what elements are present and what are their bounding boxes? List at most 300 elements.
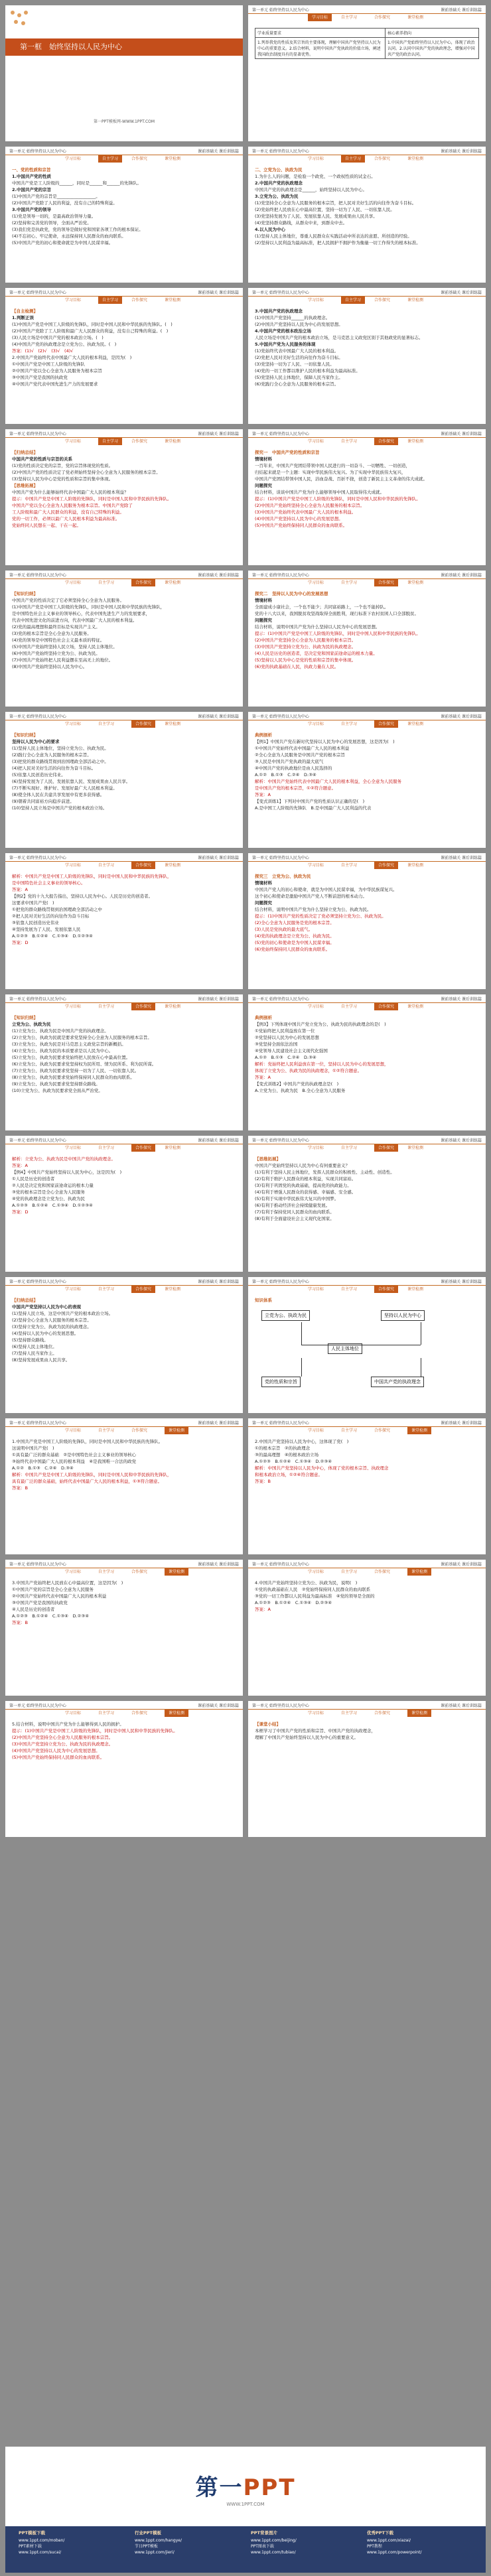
title-band [5, 38, 243, 56]
slide-body [12, 1297, 236, 1409]
slide-tabs [5, 438, 243, 445]
tab-2[interactable]: 自主学习 [98, 1146, 115, 1150]
tab-1[interactable]: 学习目标 [308, 1570, 324, 1574]
header-right: 课前基础关 课后训练篇 [198, 149, 239, 154]
slide-6 [248, 288, 486, 424]
section-heading: 【知识归纳】 [12, 591, 38, 596]
text-line: (6)有利于推动经济社会持续健康发展。 [255, 1203, 330, 1208]
text-line: (5)中国共产党始终坚持人民立场，坚持人民主体地位。 [12, 644, 117, 649]
text-line: 一百年来，中国共产党团结带领中国人民进行的一切奋斗、一切牺牲、一切创造， [255, 463, 410, 468]
slide-body [12, 732, 236, 844]
tab-4[interactable]: 课堂检测 [165, 1427, 188, 1434]
text-line: 全面建成小康社会，一个也不能少；共同富裕路上，一个也不能掉队。 [255, 604, 389, 610]
tab-1[interactable]: 学习目标 [308, 722, 324, 726]
slide-25 [5, 1701, 243, 1837]
text-line: (2)有利于维护人民群众的根本利益，实现共同富裕。 [255, 1176, 356, 1182]
link-text[interactable]: PPT图表下载 [251, 2544, 274, 2549]
tab-2[interactable]: 自主学习 [341, 1428, 358, 1433]
slide-body [255, 1156, 479, 1268]
answer-line: 答案：(1)√ (2)√ (3)√ (4)√ [12, 348, 74, 354]
tab-1[interactable]: 学习目标 [65, 1146, 82, 1150]
tab-3[interactable]: 合作探究 [374, 15, 391, 20]
link-text[interactable]: www.1ppt.com/sucai/ [19, 2550, 62, 2555]
header-right: 课前基础关 课后训练篇 [198, 997, 239, 1002]
link-text[interactable]: www.1ppt.com/jieri/ [135, 2550, 175, 2555]
header-left: 第一单元 始终坚持以人民为中心 [9, 856, 66, 860]
link-text[interactable]: www.1ppt.com/tubiao/ [251, 2550, 296, 2555]
slide-tabs [5, 297, 243, 304]
answer-line: 答案：A [255, 1607, 271, 1612]
tab-3[interactable]: 合作探究 [131, 579, 155, 586]
answer-line: (5)中国共产党始终保持同人民群众的血肉联系。 [255, 523, 348, 528]
tab-3[interactable]: 合作探究 [131, 1003, 155, 1010]
text-line: ③人民是中国共产党执政的最大底气 [255, 759, 324, 764]
text-line: 中国共产党的执政理念是______，始终坚持以人民为中心。 [255, 187, 367, 192]
text-line: (1)有利于坚持人民主体地位，发挥人民群众的积极性、主动性、创造性。 [255, 1170, 395, 1175]
text-line: 本框学习了中国共产党的性质和宗旨、中国共产党的执政理念， [255, 1728, 376, 1733]
tab-3[interactable]: 合作探究 [131, 1144, 155, 1152]
slide-header [248, 288, 486, 297]
text-line: (3)把党的群众路线贯彻到治国理政全部活动之中。 [12, 759, 109, 764]
answer-line: (3)中国共产党坚持立党为公、执政为民的执政理念。 [255, 644, 356, 649]
tab-4[interactable]: 课堂检测 [165, 439, 181, 444]
tab-4[interactable]: 课堂检测 [407, 298, 424, 303]
tab-4[interactable]: 课堂检测 [165, 580, 181, 585]
tab-4[interactable]: 课堂检测 [407, 1710, 431, 1717]
decor-dot-icon [17, 13, 21, 17]
diagram-connector [301, 1322, 302, 1345]
link-title[interactable]: 行业PPT模板 [135, 2530, 161, 2536]
logo-subtitle: WWW.1PPT.COM [226, 2502, 265, 2507]
slide-body [12, 167, 236, 279]
text-line: (1)党是领导一切的，是最高政治领导力量。 [12, 214, 96, 219]
text-line: (9)立党为公、执政为民要求党坚持群众路线。 [12, 1081, 100, 1087]
title-slide [5, 5, 243, 141]
text-line: (7)有利于保持党同人民群众的血肉联系。 [255, 1209, 334, 1215]
answer-line: 提示：中国共产党是中国工人阶级的先锋队，同时是中国人民和中华民族的先锋队。 [12, 496, 172, 502]
concept-diagram [255, 1304, 479, 1403]
answer-line: (2)中国共产党坚持全心全意为人民服务的根本宗旨。 [255, 638, 356, 643]
tab-3[interactable]: 合作探究 [131, 1286, 155, 1293]
tab-3[interactable]: 合作探究 [374, 1570, 391, 1574]
header-left: 第一单元 始终坚持以人民为中心 [252, 1138, 309, 1143]
text-line: (3)我们党是执政党，党的领导是做好党和国家各项工作的根本保证。 [12, 227, 143, 232]
answer-line: 答案：A [12, 1163, 28, 1168]
slide-tabs [5, 1568, 243, 1576]
slide-body [12, 1580, 236, 1692]
text-line: ③党坚持全面依法治国 [255, 1042, 298, 1047]
tab-2[interactable]: 自主学习 [341, 439, 358, 444]
tab-3[interactable]: 合作探究 [374, 438, 398, 445]
tab-1[interactable]: 学习目标 [65, 1004, 82, 1009]
text-line: 这个初心和使命是激励中国共产党人不断前进的根本动力。 [255, 894, 367, 899]
tab-3[interactable]: 合作探究 [131, 720, 155, 728]
slide-body [255, 732, 479, 844]
text-line: 3.中国共产党始终把人民放在心中最高位置，这是因为( ) [12, 1580, 123, 1586]
text-line: ①中国共产党的宗旨是全心全意为人民服务 [12, 1587, 94, 1592]
header-left: 第一单元 始终坚持以人民为中心 [252, 1421, 309, 1426]
diagram-box-top-right: 坚持以人民为中心 [381, 1310, 425, 1321]
tab-2[interactable]: 自主学习 [341, 155, 365, 163]
answer-line: (3)中国共产党始终代表中国最广大人民的根本利益。 [255, 509, 356, 515]
tab-3[interactable]: 合作探究 [131, 439, 148, 444]
text-line: (2)党把人民对美好生活的向往作为奋斗目标。 [255, 355, 343, 360]
link-text[interactable]: www.1ppt.com/hangye/ [135, 2538, 182, 2543]
text-line: 3.中国共产党的执政理念 [255, 308, 303, 314]
header-right: 课前基础关 课后训练篇 [198, 1421, 239, 1426]
tab-1[interactable]: 学习目标 [308, 1711, 324, 1716]
tab-2[interactable]: 自主学习 [98, 1711, 115, 1716]
tab-2[interactable]: 自主学习 [341, 1570, 358, 1574]
text-line: 1.中国共产党的性质 [12, 174, 51, 179]
slide-header [248, 1277, 486, 1286]
tab-2[interactable]: 自主学习 [98, 722, 115, 726]
link-title[interactable]: PPT模板下载 [19, 2530, 45, 2536]
text-line: ①中国共产党是中国工人阶级的先锋队 [12, 362, 85, 367]
tab-1[interactable]: 学习目标 [308, 1428, 324, 1433]
text-line: A.①② B.①③ C.②④ D.③④ [12, 1465, 74, 1471]
tab-1[interactable]: 学习目标 [65, 722, 82, 726]
tab-1[interactable]: 学习目标 [65, 298, 82, 303]
text-line: (3)党坚持一切为了人民、一切依靠人民。 [255, 362, 334, 367]
slide-body [255, 590, 479, 703]
link-text[interactable]: 节日PPT模板 [135, 2544, 158, 2549]
text-line: 【例4】中国共产党始终坚持以人民为中心，这是因为( ) [12, 1170, 122, 1175]
tab-3[interactable]: 合作探究 [374, 1003, 398, 1010]
tab-1[interactable]: 学习目标 [308, 1287, 324, 1292]
answer-line: (4)中国共产党坚持以人民为中心的发展思想。 [12, 1748, 100, 1753]
tab-1[interactable]: 学习目标 [308, 1146, 324, 1150]
link-text[interactable]: www.1ppt.com/moban/ [19, 2538, 65, 2543]
link-title[interactable]: 优秀PPT下载 [367, 2530, 393, 2536]
slide-tabs [248, 579, 486, 586]
diagram-caption: 知识体系 [255, 1298, 272, 1303]
tab-2[interactable]: 自主学习 [341, 722, 358, 726]
tab-3[interactable]: 合作探究 [374, 1428, 391, 1433]
tab-2[interactable]: 自主学习 [341, 863, 358, 868]
slide-header [5, 429, 243, 438]
answer-line: 解析：中国共产党始终代表中国最广大人民的根本利益，全心全意为人民服务 [255, 779, 401, 784]
slide-body [255, 449, 479, 561]
link-text[interactable]: www.1ppt.com/xiazai/ [367, 2538, 411, 2543]
text-line: (1)中国共产党的宗旨是__________________。 [12, 194, 100, 199]
text-line: 中国共产党的性质决定了它必须坚持全心全意为人民服务。 [12, 598, 124, 603]
slide-tabs [5, 1003, 243, 1010]
slide-3 [5, 147, 243, 283]
tab-2[interactable]: 自主学习 [341, 1287, 358, 1292]
text-line: (1)党始终代表中国最广大人民的根本利益。 [255, 348, 339, 354]
text-line: 中国共产党团结带领中国人民，浴血奋战、百折不挠，创造了新民主主义革命的伟大成就。 [255, 476, 427, 482]
page-title: 第一框 始终坚持以人民为中心 [20, 42, 122, 51]
text-line: 立党为公、执政为民 [12, 1022, 51, 1027]
slide-body [255, 1580, 479, 1692]
tab-1[interactable]: 学习目标 [308, 439, 324, 444]
slide-23 [5, 1560, 243, 1696]
header-right: 课前基础关 课后训练篇 [441, 573, 482, 578]
slide-header [5, 1701, 243, 1710]
tab-3[interactable]: 合作探究 [374, 1144, 398, 1152]
answer-line: (5)坚持以人民为中心是党的性质和宗旨的集中体现。 [255, 657, 356, 663]
link-text[interactable]: PPT教程 [367, 2544, 382, 2549]
slide-header [5, 1418, 243, 1427]
tab-2[interactable]: 自主学习 [98, 1287, 115, 1292]
tab-2[interactable]: 自主学习 [98, 297, 122, 304]
header-right: 课前基础关 课后训练篇 [198, 1704, 239, 1708]
answer-line: 解析：中国共产党坚持以人民为中心，体现了党的根本宗旨、执政理念 [255, 1465, 389, 1471]
slide-20 [248, 1277, 486, 1413]
tab-1[interactable]: 学习目标 [65, 1570, 82, 1574]
text-line: (3)党的根本宗旨是全心全意为人民服务。 [12, 631, 92, 636]
header-left: 第一单元 始终坚持以人民为中心 [252, 573, 309, 578]
header-right: 课前基础关 课后训练篇 [198, 714, 239, 719]
slide-11 [5, 712, 243, 848]
answer-line: 是中国共产党的根本宗旨，①②符合题意。 [255, 785, 336, 791]
link-column [19, 2530, 125, 2555]
text-line: 结合材料，说明中国共产党为什么坚持以人民为中心的发展思想。 [255, 624, 380, 630]
tab-1[interactable]: 学习目标 [308, 580, 324, 585]
tab-3[interactable]: 合作探究 [131, 157, 148, 161]
tab-1[interactable]: 学习目标 [308, 298, 324, 303]
text-line: (2)坚持和完善党的领导，全面从严治党。 [12, 220, 92, 226]
tab-4[interactable]: 课堂检测 [407, 1004, 424, 1009]
tab-3[interactable]: 合作探究 [374, 720, 398, 728]
text-line: 【变式训练1】下列对中国共产党的性质认识正确的是( ) [255, 799, 365, 804]
slide-body [255, 1438, 479, 1550]
header-left: 第一单元 始终坚持以人民为中心 [9, 1280, 66, 1284]
slide-tabs [248, 1427, 486, 1434]
tab-4[interactable]: 课堂检测 [407, 580, 424, 585]
tab-4[interactable]: 课堂检测 [407, 157, 424, 161]
text-line: (7)不断实现好、维护好、发展好最广大人民根本利益。 [12, 785, 117, 791]
slide-13 [5, 853, 243, 989]
slide-header [5, 147, 243, 155]
text-line: (5)坚持群众路线。 [12, 1337, 48, 1343]
tab-2[interactable]: 自主学习 [341, 1711, 358, 1716]
tab-4[interactable]: 课堂检测 [407, 1568, 431, 1576]
text-line: ④坚持发展为了人民、发展依靠人民 [12, 927, 81, 932]
section-heading: 探究一 中国共产党的性质和宗旨 [255, 450, 320, 455]
answer-line: (2)中国共产党坚持全心全意为人民服务的根本宗旨。 [12, 1735, 113, 1740]
header-right: 课前基础关 课后训练篇 [441, 432, 482, 437]
header-right: 课前基础关 课后训练篇 [198, 432, 239, 437]
tab-2[interactable]: 自主学习 [341, 1146, 358, 1150]
tab-2[interactable]: 自主学习 [98, 1570, 115, 1574]
tab-3[interactable]: 合作探究 [374, 1711, 391, 1716]
tab-4[interactable]: 课堂检测 [407, 1146, 424, 1150]
link-text[interactable]: www.1ppt.com/powerpoint/ [367, 2550, 422, 2555]
slide-19 [5, 1277, 243, 1413]
text-line: (2)立党为公、执政为民就是要求党坚持全心全意为人民服务的根本宗旨。 [12, 1035, 152, 1040]
text-line: 【例3】下列体现中国共产党立党为公、执政为民的执政理念的是( ) [255, 1022, 386, 1027]
tab-2[interactable]: 自主学习 [341, 580, 358, 585]
slide-header [5, 1136, 243, 1144]
text-line: 归结起来就是一个主题：实现中华民族伟大复兴。为了实现中华民族伟大复兴， [255, 470, 406, 475]
tab-3[interactable]: 合作探究 [374, 579, 398, 586]
tab-4[interactable]: 课堂检测 [407, 439, 424, 444]
tab-2[interactable]: 自主学习 [341, 15, 358, 20]
tab-1[interactable]: 学习目标 [65, 1287, 82, 1292]
text-line: ③中国共产党是我国的执政党 [12, 375, 68, 380]
diagram-box-top-left: 立党为公、执政为民 [261, 1310, 310, 1321]
section-heading: 【课堂小结】 [255, 1722, 281, 1727]
tab-2[interactable]: 自主学习 [98, 155, 122, 163]
header-left: 第一单元 始终坚持以人民为中心 [252, 291, 309, 295]
text-line: 情境材料 [255, 456, 272, 462]
tab-4[interactable]: 课堂检测 [165, 1287, 181, 1292]
text-line: (3)坚持以人民为中心是党的性质和宗旨的集中体现。 [12, 476, 113, 482]
tab-4[interactable]: 课堂检测 [165, 863, 181, 868]
text-line: (2)坚持全心全意为人民服务的根本宗旨。 [12, 1318, 92, 1323]
table-header: 核心素养指向 [386, 29, 479, 38]
text-line: (1)中国共产党坚持______的执政理念。 [255, 315, 330, 320]
text-line: 中国共产党坚持以人民为中心的表现 [12, 1304, 81, 1310]
text-line: ③始终代表中国最广大人民的根本利益 ④是我国唯一合法的政党 [12, 1459, 137, 1464]
text-line: (1)坚持人民立场，这是中国共产党的根本政治立场。 [12, 1311, 113, 1316]
tab-4[interactable]: 课堂检测 [165, 157, 181, 161]
answer-line: 工人阶级和最广大人民群众的利益，没有自己特殊的利益。 [12, 509, 124, 515]
tab-3[interactable]: 合作探究 [374, 157, 391, 161]
slide-tabs [248, 1568, 486, 1576]
logo-accent: PPT [243, 2474, 296, 2501]
text-line: (2)中国共产党除了工人阶级和最广大人民群众的利益，没有自己特殊的利益。( ) [12, 328, 169, 334]
tab-1[interactable]: 学习目标 [308, 14, 332, 21]
text-line: ③依靠人民创造历史伟业 [12, 920, 59, 925]
text-line: ①党的执政基础在人民 ②党始终保持同人民群众的血肉联系 [255, 1587, 371, 1592]
tab-1[interactable]: 学习目标 [65, 1428, 82, 1433]
slide-body [255, 308, 479, 420]
logo-area [5, 2447, 486, 2526]
text-line: 4.中国共产党的根本政治立场 [255, 328, 311, 334]
tab-1[interactable]: 学习目标 [65, 863, 82, 868]
text-line: 理解了中国共产党始终坚持以人民为中心的重要意义。 [255, 1735, 358, 1740]
tab-1[interactable]: 学习目标 [308, 1004, 324, 1009]
slide-header [248, 1136, 486, 1144]
header-right: 课前基础关 课后训练篇 [441, 1704, 482, 1708]
tab-4[interactable]: 课堂检测 [165, 722, 181, 726]
answer-line: 答案：B [12, 1620, 28, 1625]
tab-3[interactable]: 合作探究 [131, 298, 148, 303]
header-right: 课前基础关 课后训练篇 [198, 291, 239, 295]
tab-2[interactable]: 自主学习 [98, 438, 122, 445]
slide-7 [5, 429, 243, 565]
slide-header [248, 147, 486, 155]
tab-2[interactable]: 自主学习 [98, 863, 115, 868]
text-line: 是中国特色社会主义事业的领导核心，代表中国先进生产力的发展要求， [12, 611, 150, 616]
section-heading: 探究三 立党为公、执政为民 [255, 874, 311, 879]
answer-line: 答案：B [255, 1479, 271, 1484]
text-line: 党的十八大以来，我国脱贫攻坚战取得全面胜利，现行标准下农村贫困人口全部脱贫。 [255, 611, 419, 616]
header-left: 第一单元 始终坚持以人民为中心 [252, 432, 309, 437]
tab-2[interactable]: 自主学习 [341, 1004, 358, 1009]
answer-line: 提示：(1)中国共产党是中国工人阶级的先锋队，同时是中国人民和中华民族的先锋队。 [12, 1728, 178, 1733]
link-column [367, 2530, 473, 2555]
text-line: 5.中国共产党为人民服务的体现 [255, 342, 316, 347]
tab-1[interactable]: 学习目标 [65, 1711, 82, 1716]
text-line: ①人民是历史的创造者 [12, 1176, 55, 1182]
diagram-box-mid: 人民主体地位 [328, 1343, 362, 1354]
text-line: ④党的执政理念是立党为公、执政为民 [12, 1196, 85, 1201]
tab-2[interactable]: 自主学习 [341, 297, 365, 304]
answer-line: (3)中国共产党坚持立党为公、执政为民的执政理念。 [12, 1741, 113, 1747]
tab-4[interactable]: 课堂检测 [165, 1710, 188, 1717]
text-line: ②人民是决定党和国家前途命运的根本力量 [12, 1183, 94, 1188]
slide-21 [5, 1418, 243, 1554]
tab-2[interactable]: 自主学习 [98, 1004, 115, 1009]
tab-4[interactable]: 课堂检测 [407, 1287, 424, 1292]
tab-3[interactable]: 合作探究 [131, 1428, 148, 1433]
tab-2[interactable]: 自主学习 [98, 580, 115, 585]
slide-body [255, 25, 479, 137]
tab-3[interactable]: 合作探究 [131, 862, 155, 869]
text-line: ④人民是历史的创造者 [12, 1607, 55, 1612]
text-line: (4)有利于增强人民群众的获得感、幸福感、安全感。 [255, 1189, 356, 1195]
text-line: 3.立党为公、执政为民 [255, 194, 299, 199]
answer-line: 和根本政治立场，①②④符合题意。 [255, 1472, 322, 1477]
tab-3[interactable]: 合作探究 [131, 1570, 148, 1574]
tab-4[interactable]: 课堂检测 [407, 15, 424, 20]
header-right: 课前基础关 课后训练篇 [441, 291, 482, 295]
tab-3[interactable]: 合作探究 [374, 298, 391, 303]
header-right: 课前基础关 课后训练篇 [441, 1138, 482, 1143]
text-line: 4.以人民为中心 [255, 227, 285, 232]
text-line: 【例2】党的十九大报告指出，坚持以人民为中心。人民是历史的创造者。 [12, 894, 153, 899]
logo-main: 第一 [195, 2474, 244, 2501]
text-line: 中国共产党为什么能够始终代表中国最广大人民的根本利益？ [12, 490, 129, 495]
tab-3[interactable]: 合作探究 [374, 862, 398, 869]
link-title[interactable]: PPT背景图片 [251, 2530, 277, 2536]
tab-4[interactable]: 课堂检测 [165, 1004, 181, 1009]
tab-1[interactable]: 学习目标 [65, 580, 82, 585]
text-line: 1.为什么人的问题，是检验一个政党、一个政权性质的试金石。 [255, 174, 376, 179]
slide-8 [248, 429, 486, 565]
text-line: 【变式训练2】中国共产党的执政理念是( ) [255, 1081, 339, 1087]
tab-1[interactable]: 学习目标 [65, 439, 82, 444]
text-line: (8)坚持发展成果由人民共享。 [12, 1357, 70, 1363]
text-line: 1.判断正误 [12, 315, 34, 320]
slide-body [12, 449, 236, 561]
tab-2[interactable]: 自主学习 [98, 1428, 115, 1433]
header-left: 第一单元 始终坚持以人民为中心 [9, 149, 66, 154]
link-text[interactable]: www.1ppt.com/beijing/ [251, 2538, 297, 2543]
text-line: (7)立党为公、执政为民要求党坚持一切为了人民、一切依靠人民。 [12, 1068, 139, 1073]
header-left: 第一单元 始终坚持以人民为中心 [9, 714, 66, 719]
tab-3[interactable]: 合作探究 [374, 1286, 398, 1293]
tab-1[interactable]: 学习目标 [65, 157, 82, 161]
text-line: 2.中国共产党坚持以人民为中心，这体现了党( ) [255, 1439, 349, 1444]
tab-4[interactable]: 课堂检测 [165, 1568, 188, 1576]
text-line: (8)中国共产党始终坚持以人民为中心。 [12, 664, 88, 669]
text-line: A.①②③ B.①②④ C.①③④ D.①②③④ [12, 1203, 93, 1208]
text-line: 情境材料 [255, 598, 272, 603]
tab-4[interactable]: 课堂检测 [165, 298, 181, 303]
tab-4[interactable]: 课堂检测 [407, 1427, 431, 1434]
tab-4[interactable]: 课堂检测 [165, 1146, 181, 1150]
text-line: (6)立党为公、执政为民要求党坚持权为民所用、情为民所系、利为民所谋。 [12, 1061, 157, 1067]
title-subtitle: 第一PPT模板网-WWW.1PPT.COM [93, 119, 155, 124]
tab-4[interactable]: 课堂检测 [407, 863, 424, 868]
tab-4[interactable]: 课堂检测 [407, 722, 424, 726]
answer-line: 体现了立党为公、执政为民的执政理念，①②符合题意。 [255, 1068, 362, 1073]
slide-5 [5, 288, 243, 424]
answer-line: 答案：A [255, 792, 271, 797]
tab-1[interactable]: 学习目标 [308, 863, 324, 868]
link-text[interactable]: PPT素材下载 [19, 2544, 42, 2549]
slide-tabs [248, 155, 486, 163]
slide-header [248, 429, 486, 438]
decor-dot-icon [21, 21, 25, 25]
tab-1[interactable]: 学习目标 [308, 157, 324, 161]
tab-3[interactable]: 合作探究 [131, 1711, 148, 1716]
